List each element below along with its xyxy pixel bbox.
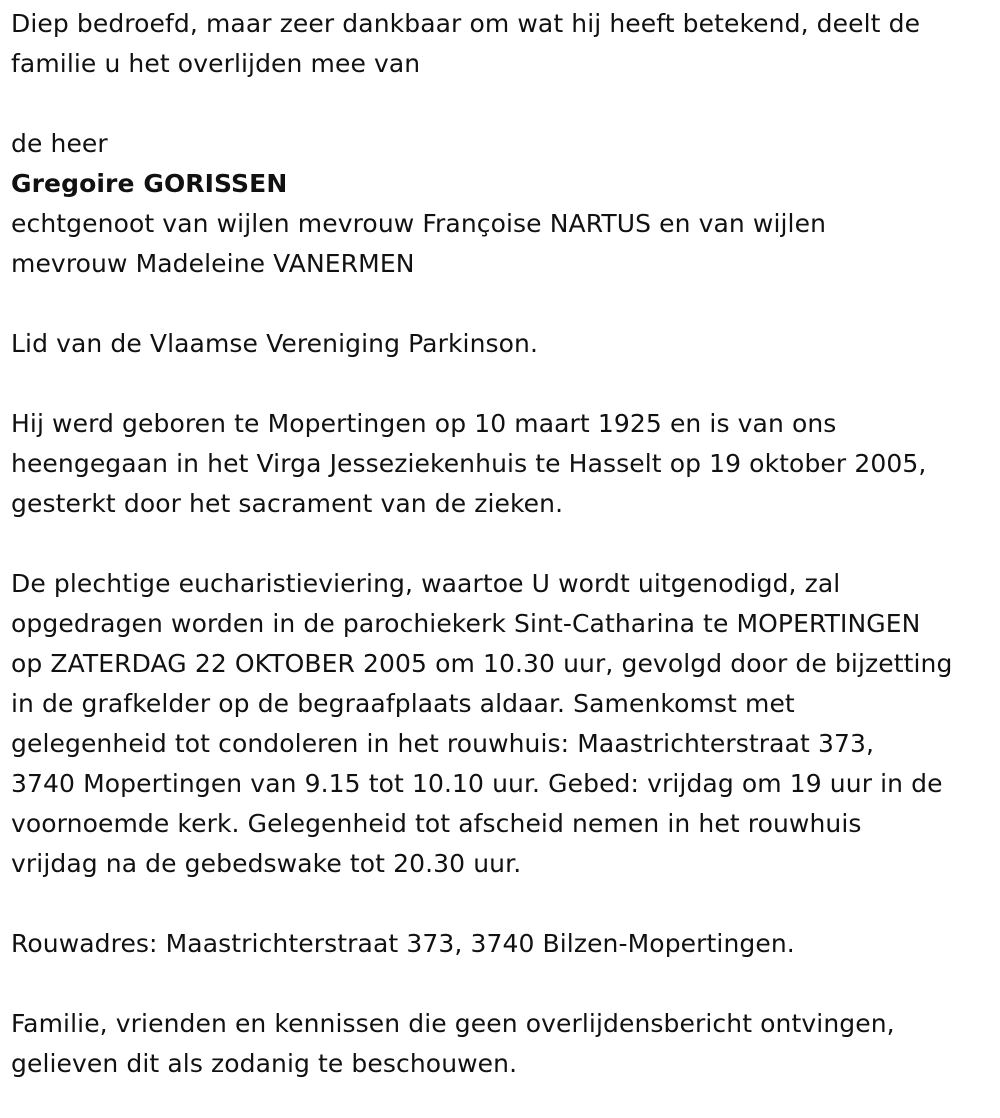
spacer — [11, 84, 990, 124]
intro-line: familie u het overlijden mee van — [11, 49, 421, 78]
spacer — [11, 364, 990, 404]
salutation: de heer — [11, 129, 108, 158]
service-line: opgedragen worden in de parochiekerk Sint-Catharina te MOPERTINGEN — [11, 609, 921, 638]
deceased-name: Gregoire GORISSEN — [11, 169, 288, 198]
birth-line: gesterkt door het sacrament van de zieken. — [11, 489, 564, 518]
service-line: De plechtige eucharistieviering, waartoe U wordt uitgenodigd, zal — [11, 569, 841, 598]
service-line: in de grafkelder op de begraafplaats aldaar. Samenkomst met — [11, 689, 795, 718]
service-line: 3740 Mopertingen van 9.15 tot 10.10 uur. Gebed: vrijdag om 19 uur in de — [11, 769, 943, 798]
spacer — [11, 964, 990, 1004]
spacer — [11, 524, 990, 564]
spacer — [11, 284, 990, 324]
spouse-line: echtgenoot van wijlen mevrouw Françoise NARTUS en van wijlen — [11, 209, 827, 238]
closing-line: gelieven dit als zodanig te beschouwen. — [11, 1049, 518, 1078]
closing-line: Familie, vrienden en kennissen die geen overlijdensbericht ontvingen, — [11, 1009, 895, 1038]
service-line: gelegenheid tot condoleren in het rouwhuis: Maastrichterstraat 373, — [11, 729, 875, 758]
spacer — [11, 884, 990, 924]
service-line: voornoemde kerk. Gelegenheid tot afscheid nemen in het rouwhuis — [11, 809, 862, 838]
intro-line: Diep bedroefd, maar zeer dankbaar om wat hij heeft betekend, deelt de — [11, 9, 921, 38]
spouse-line: mevrouw Madeleine VANERMEN — [11, 249, 415, 278]
service-line: op ZATERDAG 22 OKTOBER 2005 om 10.30 uur, gevolgd door de bijzetting — [11, 649, 953, 678]
birth-line: heengegaan in het Virga Jesseziekenhuis te Hasselt op 19 oktober 2005, — [11, 449, 927, 478]
birth-line: Hij werd geboren te Mopertingen op 10 maart 1925 en is van ons — [11, 409, 837, 438]
service-line: vrijdag na de gebedswake tot 20.30 uur. — [11, 849, 522, 878]
mourning-address: Rouwadres: Maastrichterstraat 373, 3740 Bilzen-Mopertingen. — [11, 929, 795, 958]
membership-line: Lid van de Vlaamse Vereniging Parkinson. — [11, 329, 539, 358]
